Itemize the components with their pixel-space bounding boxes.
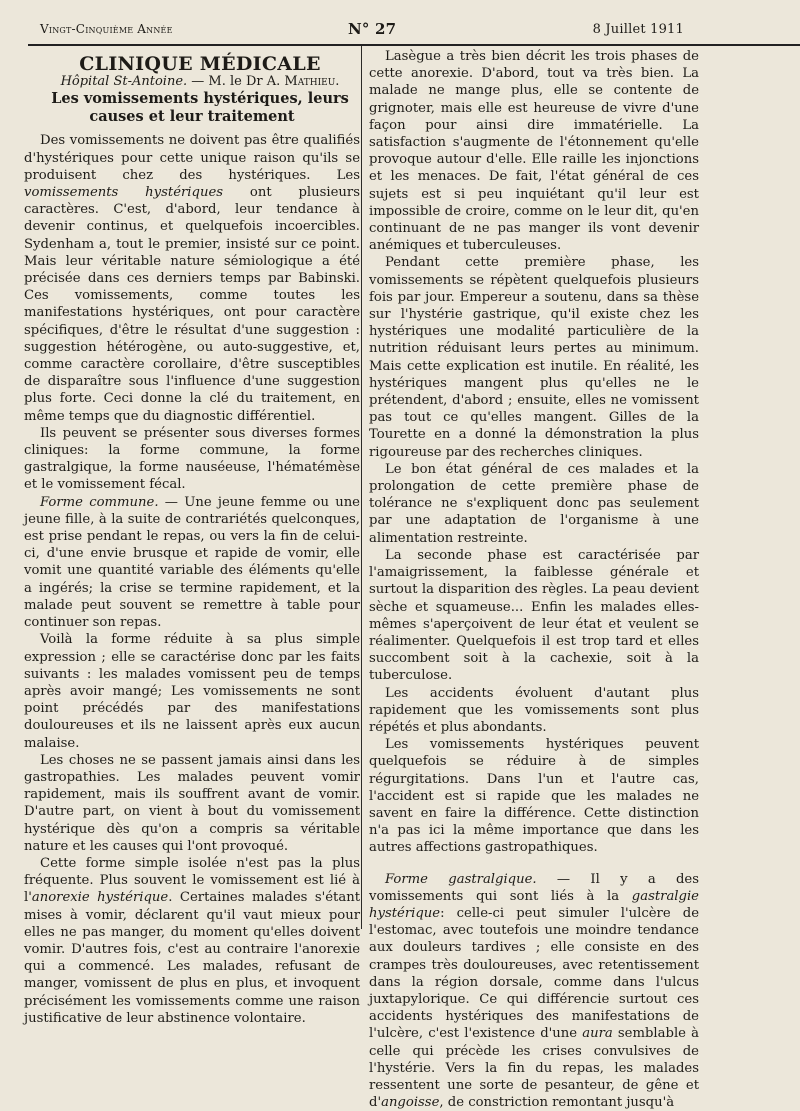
paragraph: Forme gastralgique. — Il y a des vomissements qui sont liés à la gastralgie hystérique: celle-ci peut simuler l'ulcère de l'estomac, avec toutefois une moindre tendance aux douleurs tardives ; elle consiste en des crampes très douloureuses, avec retentissement dans la région dorsale, comme dans l'ulcus juxtapylorique. Ce qui différencie surtout ces accidents hystériques des manifestations de l'ulcère, c'est l'existence d'une aura semblable à celle qui précède les crises convulsives de l'hystérie. Vers la fin du repas, les malades ressentent une sorte de pesanteur, de gêne et d'angoisse, de constriction remontant jusqu'à (369, 871, 699, 1111)
subheading: Forme gastralgique. (385, 871, 537, 887)
left-column (24, 53, 360, 1027)
paragraph: Les accidents évoluent d'autant plus rapidement que les vomissements sont plus répétés et plus abondants. (369, 685, 699, 735)
right-column (369, 48, 699, 1111)
paragraph: Des vomissements ne doivent pas être qualifiés d'hystériques pour cette unique raison qu'ils se produisent chez des hystériques. Les vomissements hystériques ont plusieurs caractères. C'est, d'abord, leur tendance à devenir continus, et quelquefois incoercibles. Sydenham a, tout le premier, insisté sur ce point. Mais leur véritable nature sémiologique a été précisée dans ces derniers temps par Babinski. Ces vomissements, comme toutes les manifestations hystériques, ont pour caractère spécifiques, d'être le résultat d'une suggestion : suggestion hétérogène, ou auto-suggestive, et, comme caractère corollaire, d'être susceptibles de disparaître sous l'influence d'une suggestion plus forte. Ceci donne la clé du traitement, en même temps que du diagnostic différentiel. (24, 133, 360, 424)
paragraph: Pendant cette première phase, les vomissements se répètent quelquefois plusieurs fois par jour. Empereur a soutenu, dans sa thèse sur l'hystérie gastrique, qu'il existe chez les hystériques une modalité particulière de la nutrition réduisant leurs pertes au minimum. Mais cette explication est inutile. En réalité, les hystériques mangent plus qu'elles ne le prétendent, d'abord ; ensuite, elles ne vomissent pas tout ce qu'elles mangent. Gilles de la Tourette en a donné la démonstration la plus rigoureuse par des recherches cliniques. (369, 255, 699, 460)
paragraph: Lasègue a très bien décrit les trois phases de cette anorexie. D'abord, tout va très bien. La malade ne mange plus, elle se contente de grignoter, mais elle est heureuse de vivre d'une façon pour ainsi dire immatérielle. La satisfaction s'augmente de l'étonnement qu'elle provoque autour d'elle. Elle raille les injonctions et les menaces. De fait, l'état général de ces sujets est si peu inquiétant qu'il leur est impossible de croire, comme on le leur dit, qu'en continuant de ne pas manger ils vont devenir anémiques et tuberculeuses. (369, 49, 699, 254)
subheading: Forme commune. (40, 494, 159, 510)
article-title: Les vomissements hystériques, leurs causes et leur traitement (51, 90, 349, 126)
paragraph: Forme commune. — Une jeune femme ou une jeune fille, à la suite de contrariétés quelconques, est prise pendant le repas, ou vers la fin de celui-ci, d'une envie brusque et rapide de vomir, elle vomit une quantité variable des éléments qu'elle a ingérés; la crise se termine rapidement, et la malade peut souvent se remettre à table pour continuer son repas. (24, 494, 360, 631)
paragraph: Ils peuvent se présenter sous diverses formes cliniques: la forme commune, la forme gastralgique, la forme nauséeuse, l'hématémèse et le vomissement fécal. (24, 425, 360, 493)
section-title: CLINIQUE MÉDICALE (79, 53, 321, 75)
article-byline (24, 73, 360, 90)
paragraph: Voilà la forme réduite à sa plus simple expression ; elle se caractérise donc par les faits suivants : les malades vomissent peu de temps après avoir mangé; Les vomissements ne sont point précédés par des manifestations douloureuses et ils ne laissent après eux aucun malaise. (24, 632, 360, 751)
volume-year: Vingt-Cinquième Année (40, 22, 173, 36)
paragraph: La seconde phase est caractérisée par l'amaigrissement, la faiblesse générale et surtout la disparition des règles. La peau devient sèche et squameuse... Enfin les malades elles-mêmes s'aperçoivent de leur état et veulent se réalimenter. Quelquefois il est trop tard et elles succombent soit à la cachexie, soit à la tuberculose. (369, 547, 699, 684)
issue-date: 8 Juillet 1911 (592, 22, 684, 37)
running-header (40, 22, 684, 42)
issue-number: N° 27 (348, 20, 397, 38)
paragraph: Le bon état général de ces malades et la prolongation de cette première phase de tolérance ne s'expliquent donc pas seulement par une adaptation de l'organisme à une alimentation restreinte. (369, 461, 699, 546)
paragraph: Les vomissements hystériques peuvent quelquefois se réduire à de simples régurgitations. Dans l'un et l'autre cas, l'accident est si rapide que les malades ne savent en faire la différence. Cette distinction n'a pas ici la même importance que dans les autres affections gastropathiques. (369, 737, 699, 856)
hospital-name: Hôpital St-Antoine. (60, 74, 188, 90)
byline-prefix: — M. le Dr (187, 74, 267, 90)
column-divider (361, 46, 362, 929)
paragraph: Les choses ne se passent jamais ainsi dans les gastropathies. Les malades peuvent vomir rapidement, mais ils souffrent avant de vomir. D'autre part, on vient à bout du vomissement hystérique dès qu'on a compris sa véritable nature et les causes qui l'ont provoqué. (24, 752, 360, 854)
author-name: A. Mathieu. (266, 74, 340, 90)
paragraph: Cette forme simple isolée n'est pas la plus fréquente. Plus souvent le vomissement est lié à l'anorexie hystérique. Certaines malades s'étant mises à vomir, déclarent qu'il vaut mieux pour elles ne pas manger, du moment qu'elles doivent vomir. D'autres fois, c'est au contraire l'anorexie qui a commencé. Les malades, refusant de manger, vomissent de plus en plus, et invoquent précisément les vomissements comme une raison justificative de leur abstinence volontaire. (24, 855, 360, 1026)
header-rule (28, 44, 800, 46)
